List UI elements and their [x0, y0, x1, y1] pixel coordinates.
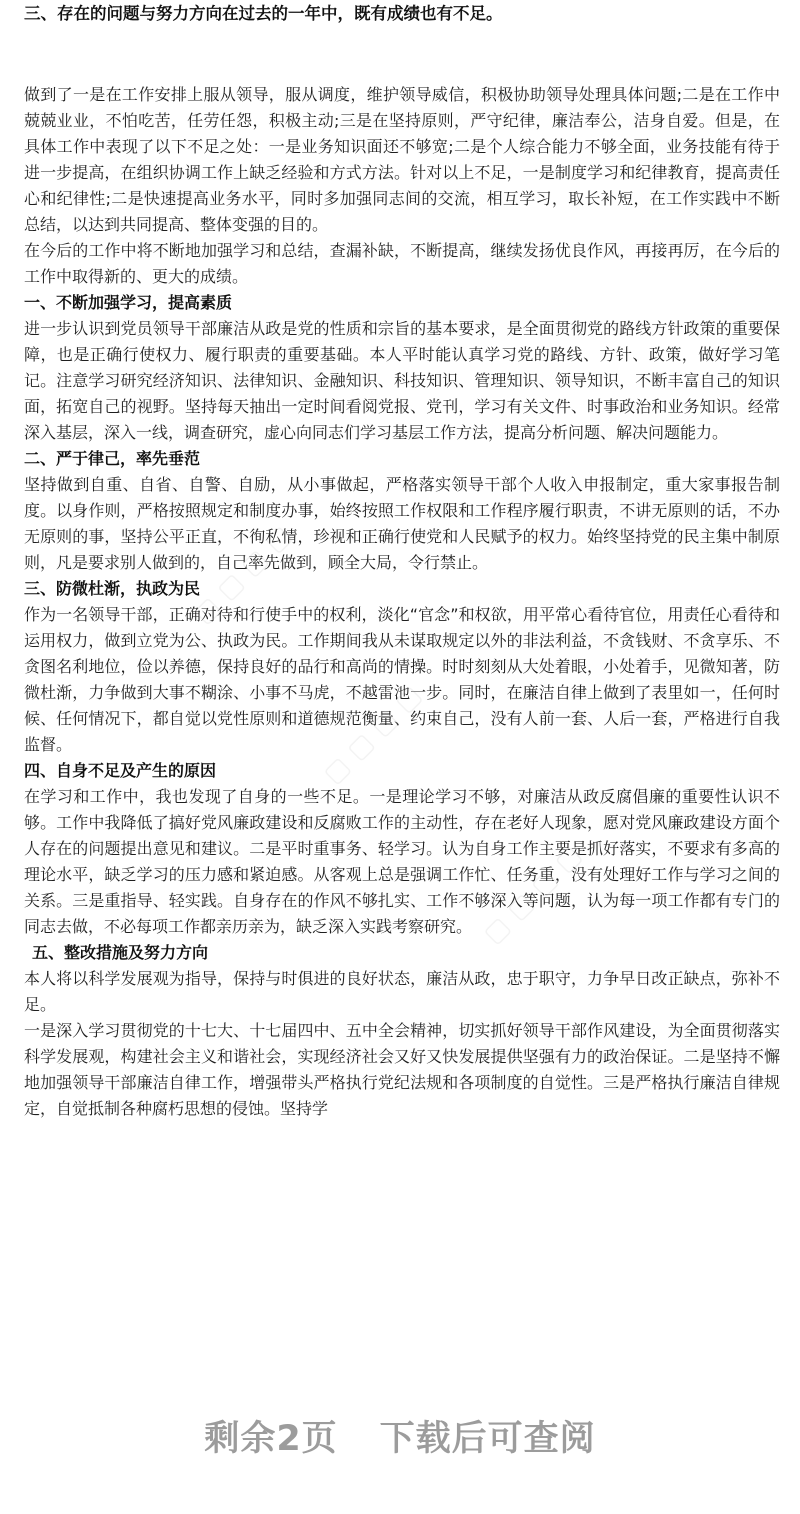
section-paragraph: 进一步认识到党员领导干部廉洁从政是党的性质和宗旨的基本要求，是全面贯彻党的路线方针政策的重要保障，也是正确行使权力、履行职责的重要基础。本人平时能认真学习党的路线、方针、政策，做好学习笔记。注意学习研究经济知识、法律知识、金融知识、科技知识、管理知识、领导知识，不断丰富自己的知识面，拓宽自己的视野。坚持每天抽出一定时间看阅党报、党刊，学习有关文件、时事政治和业务知识。经常深入基层，深入一线，调查研究，虚心向同志们学习基层工作方法，提高分析问题、解决问题能力。	[24, 319, 780, 442]
section-study	[24, 290, 780, 446]
download-banner[interactable]	[0, 1414, 800, 1464]
section-paragraph: 作为一名领导干部，正确对待和行使手中的权利，淡化“官念”和权欲，用平常心看待官位，用责任心看待和运用权力，做到立党为公、执政为民。工作期间我从未谋取规定以外的非法利益，不贪钱财、不贪享乐、不贪图名利地位，俭以养德，保持良好的品行和高尚的情操。时时刻刻从大处着眼，小处着手，见微知著，防微杜渐，力争做到大事不糊涂、小事不马虎，不越雷池一步。同时，在廉洁自律上做到了表里如一，任何时候、任何情况下，都自觉以党性原则和道德规范衡量、约束自己，没有人前一套、人后一套，严格进行自我监督。	[24, 605, 780, 754]
section-three-title: 三、存在的问题与努力方向在过去的一年中，既有成绩也有不足。	[24, 4, 503, 23]
section-paragraph: 坚持做到自重、自省、自警、自励，从小事做起，严格落实领导干部个人收入申报制定，重大家事报告制度。以身作则，严格按照规定和制度办事，始终按照工作权限和工作程序履行职责，不讲无原则的话，不办无原则的事，坚持公平正直，不徇私情，珍视和正确行使党和人民赋予的权力。始终坚持党的民主集中制原则，凡是要求别人做到的，自己率先做到，顾全大局，令行禁止。	[24, 475, 780, 572]
section-rectification	[24, 940, 780, 1122]
section-paragraph: 在学习和工作中，我也发现了自身的一些不足。一是理论学习不够，对廉洁从政反腐倡廉的重要性认识不够。工作中我降低了搞好党风廉政建设和反腐败工作的主动性，存在老好人现象，愿对党风廉政建设方面个人存在的问题提出意见和建议。二是平时重事务、轻学习。认为自身工作主要是抓好落实，不要求有多高的理论水平，缺乏学习的压力感和紧迫感。从客观上总是强调工作忙、任务重，没有处理好工作与学习之间的关系。三是重指导、轻实践。自身存在的作风不够扎实、工作不够深入等问题，认为每一项工作都有专门的同志去做，不必每项工作都亲历亲为，缺乏深入实践考察研究。	[24, 787, 780, 936]
intro-block	[24, 82, 780, 290]
section-heading: 三、防微杜渐，执政为民	[24, 579, 201, 598]
download-prompt-label: 下载后可查阅	[379, 1419, 596, 1459]
document-body	[24, 0, 780, 1122]
remaining-pages-label: 剩余2页	[204, 1419, 338, 1459]
section-prevention	[24, 576, 780, 758]
section-paragraph: 本人将以科学发展观为指导，保持与时俱进的良好状态，廉洁从政，忠于职守，力争早日改正缺点，弥补不足。	[24, 969, 780, 1014]
watermark-mark: ▢ ▢ ▢ ▢	[317, 680, 428, 790]
intro-paragraph: 在今后的工作中将不断地加强学习和总结，查漏补缺，不断提高，继续发扬优良作风，再接再厉，在今后的工作中取得新的、更大的成绩。	[24, 241, 780, 286]
section-discipline	[24, 446, 780, 576]
blank-gap	[24, 24, 780, 82]
intro-paragraph: 做到了一是在工作安排上服从领导，服从调度，维护领导威信，积极协助领导处理具体问题;二是在工作中兢兢业业，不怕吃苦，任劳任怨，积极主动;三是在坚持原则，严守纪律，廉洁奉公，洁身自爱。但是，在具体工作中表现了以下不足之处：一是业务知识面还不够宽;二是个人综合能力不够全面，业务技能有待于进一步提高，在组织协调工作上缺乏经验和方式方法。针对以上不足，一是制度学习和纪律教育，提高责任心和纪律性;二是快速提高业务水平，同时多加强同志间的交流，相互学习，取长补短，在工作实践中不断总结，以达到共同提高、整体变强的目的。	[24, 85, 780, 234]
section-heading: 四、自身不足及产生的原因	[24, 761, 217, 780]
section-heading: 二、严于律己，率先垂范	[24, 449, 201, 468]
section-paragraph: 一是深入学习贯彻党的十七大、十七届四中、五中全会精神，切实抓好领导干部作风建设，为全面贯彻落实科学发展观，构建社会主义和谐社会，实现经济社会又好又快发展提供坚强有力的政治保证。二是坚持不懈地加强领导干部廉洁自律工作，增强带头严格执行党纪法规和各项制度的自觉性。三是严格执行廉洁自律规定，自觉抵制各种腐朽思想的侵蚀。坚持学	[24, 1021, 780, 1118]
section-shortcomings	[24, 758, 780, 940]
section-heading: 一、不断加强学习，提高素质	[24, 293, 233, 312]
section-heading: 五、整改措施及努力方向	[32, 943, 209, 962]
watermark-mark: ▢ ▢ ▢ ▢	[187, 520, 298, 630]
watermark-mark: ▢ ▢ ▢ ▢	[477, 840, 588, 950]
